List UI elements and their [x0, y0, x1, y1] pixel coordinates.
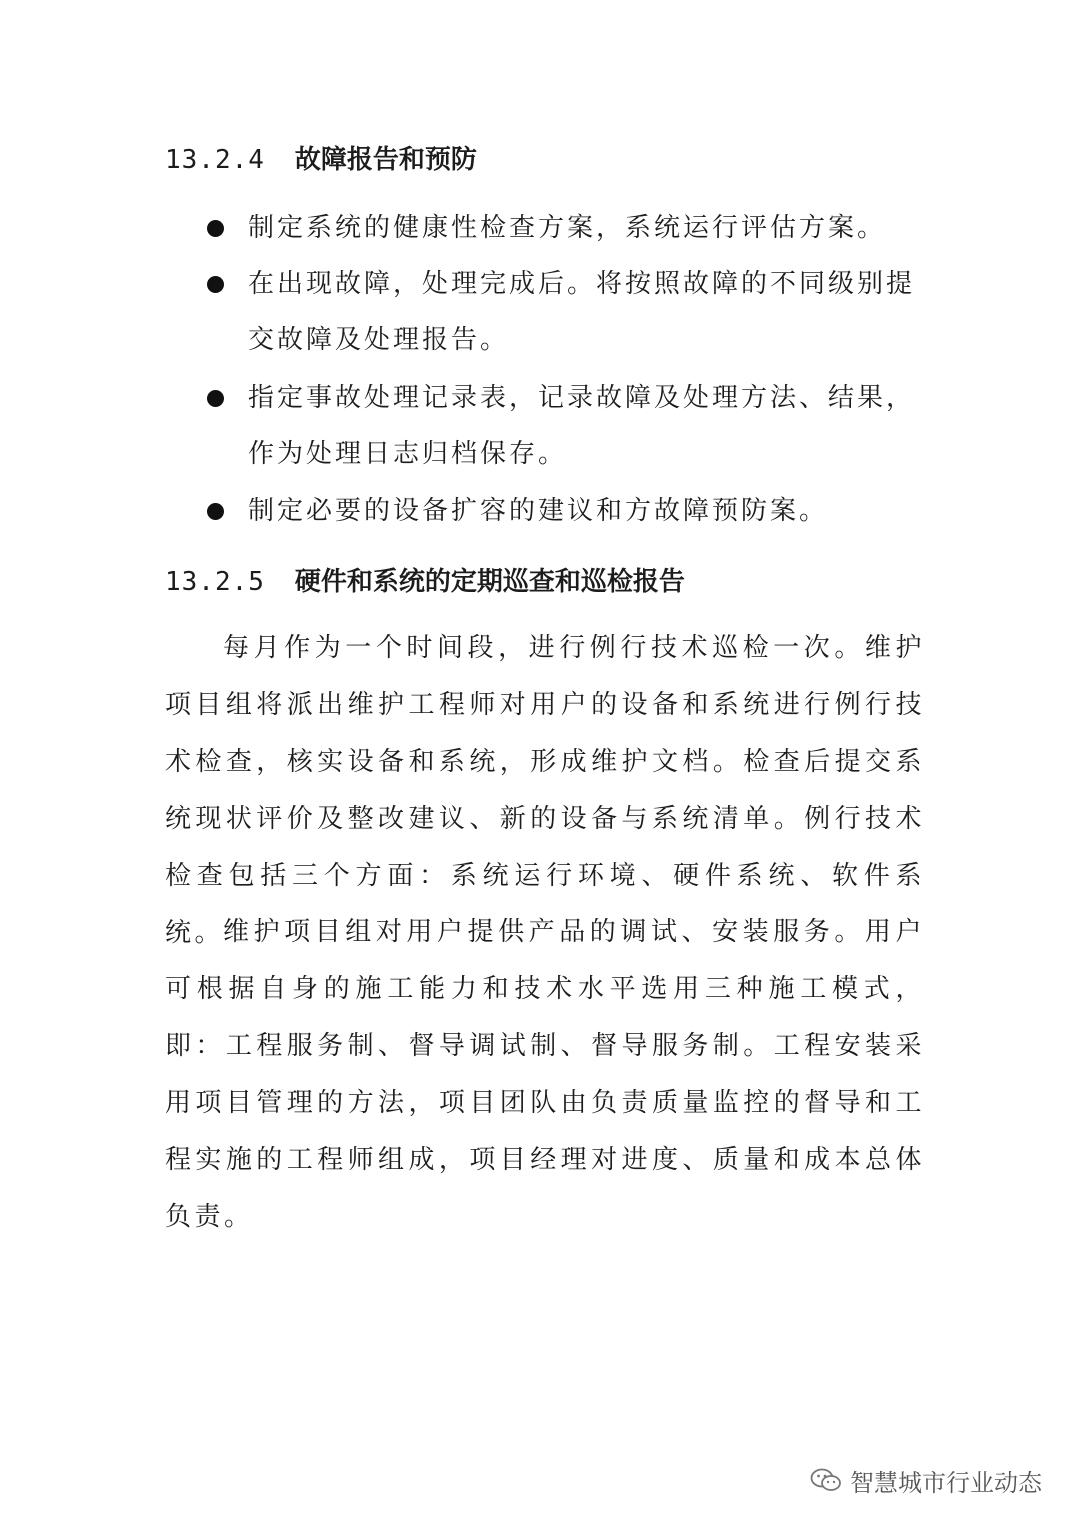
- section-title: 故障报告和预防: [294, 145, 477, 175]
- bullet-text: 制定必要的设备扩容的建议和方故障预防案。: [248, 496, 829, 526]
- bullet-dot-icon: [207, 503, 224, 520]
- bullet-dot-icon: [207, 276, 224, 293]
- bullet-item: [205, 200, 925, 256]
- watermark-text: 智慧城市行业动态: [850, 1468, 1042, 1497]
- body-paragraph: 每月作为一个时间段，进行例行技术巡检一次。维护项目组将派出维护工程师对用户的设备和系统进行例行技术检查，核实设备和系统，形成维护文档。检查后提交系统现状评价及整改建议、新的设备与系统清单。例行技术检查包括三个方面：系统运行环境、硬件系统、软件系统。: [165, 633, 925, 948]
- bullet-item: [205, 256, 925, 368]
- section-number: 13.2.4: [165, 145, 265, 175]
- bullet-item: [205, 370, 925, 482]
- section-title: 硬件和系统的定期巡查和巡检报告: [294, 567, 685, 597]
- wechat-icon: [810, 1467, 842, 1493]
- section-heading-13-2-5: [165, 562, 685, 602]
- bullet-text: 在出现故障，处理完成后。将按照故障的不同级别提 交故障及处理报告。: [248, 269, 916, 355]
- bullet-text: 指定事故处理记录表，记录故障及处理方法、结果， 作为处理日志归档保存。: [248, 383, 916, 469]
- bullet-dot-icon: [207, 220, 224, 237]
- section-number: 13.2.5: [165, 567, 265, 597]
- watermark: [810, 1460, 1042, 1500]
- bullet-text: 制定系统的健康性检查方案，系统运行评估方案。: [248, 213, 887, 243]
- section-heading-13-2-4: [165, 140, 477, 180]
- bullet-dot-icon: [207, 390, 224, 407]
- bullet-item: [205, 483, 925, 539]
- body-paragraph: 维护项目组对用户提供产品的调试、安装服务。用户可根据自身的施工能力和技术水平选用三种施工模式，即：工程服务制、督导调试制、督导服务制。工程安装采用项目管理的方法，项目团队由负责质量监控的督导和工程实施的工程师组成，项目经理对进度、质量和成本总体负责。: [165, 917, 925, 1232]
